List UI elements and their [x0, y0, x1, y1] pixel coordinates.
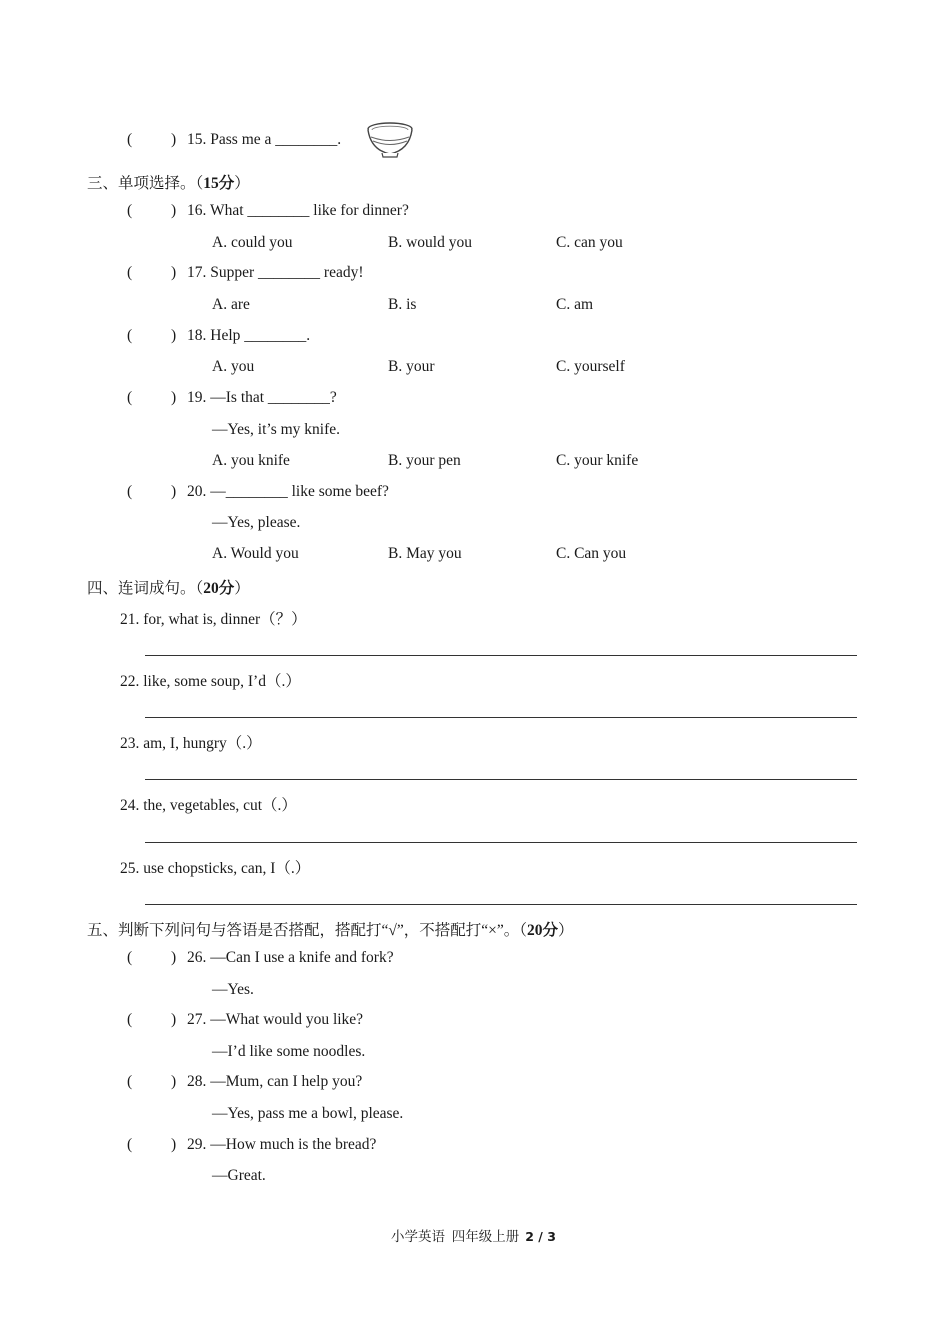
- option-a: A. Would you: [212, 545, 299, 562]
- section-3-title: 三、单项选择。（: [87, 175, 204, 192]
- answer-paren-close: ): [171, 1136, 177, 1153]
- answer-paren-close: ): [171, 1011, 177, 1028]
- option-b: B. your pen: [388, 452, 461, 469]
- bowl-icon: [365, 120, 415, 160]
- answer-paren-open[interactable]: (: [127, 1011, 133, 1028]
- section-5-title: 五、判断下列问句与答语是否搭配，搭配打“√”，不搭配打“×”。（: [87, 922, 528, 939]
- option-c: C. your knife: [556, 452, 639, 469]
- option-b: B. May you: [388, 545, 462, 562]
- sentence-24-prompt: 24. the, vegetables, cut（.）: [120, 797, 297, 814]
- question-15-text: 15. Pass me a ________.: [187, 131, 342, 148]
- question-27-text: 27. —What would you like?: [187, 1011, 364, 1028]
- option-c: C. yourself: [556, 358, 625, 375]
- question-26-reply: —Yes.: [212, 981, 254, 998]
- question-16-text: 16. What ________ like for dinner?: [187, 202, 409, 219]
- answer-paren-close: ): [171, 202, 177, 219]
- question-29-reply: —Great.: [212, 1167, 266, 1184]
- answer-paren-close: ): [171, 327, 177, 344]
- option-b: B. would you: [388, 234, 472, 251]
- sentence-22-prompt: 22. like, some soup, I’d（.）: [120, 673, 301, 690]
- section-5-heading: [87, 918, 574, 940]
- question-19-text: 19. —Is that ________?: [187, 389, 337, 406]
- option-a: A. you knife: [212, 452, 290, 469]
- answer-paren-open[interactable]: (: [127, 264, 133, 281]
- option-a: A. are: [212, 296, 250, 313]
- section-3-heading: [87, 171, 250, 193]
- question-26-text: 26. —Can I use a knife and fork?: [187, 949, 394, 966]
- question-19-reply: —Yes, it’s my knife.: [212, 421, 341, 438]
- section-4-heading: [87, 576, 250, 598]
- answer-paren-open[interactable]: (: [127, 1073, 133, 1090]
- answer-paren-open[interactable]: (: [127, 327, 133, 344]
- page-number: 2 / 3: [525, 1229, 556, 1244]
- section-4-close: ）: [234, 580, 250, 597]
- answer-line-25[interactable]: [145, 904, 857, 905]
- question-18-text: 18. Help ________.: [187, 327, 311, 344]
- sentence-25-prompt: 25. use chopsticks, can, I（.）: [120, 860, 311, 877]
- sentence-23-prompt: 23. am, I, hungry（.）: [120, 735, 262, 752]
- section-3-score: 15分: [203, 175, 235, 192]
- option-a: A. you: [212, 358, 255, 375]
- answer-paren-close: ): [171, 131, 177, 148]
- answer-paren-open[interactable]: (: [127, 202, 133, 219]
- option-b: B. is: [388, 296, 417, 313]
- answer-line-24[interactable]: [145, 842, 857, 843]
- answer-paren-open[interactable]: (: [127, 1136, 133, 1153]
- answer-paren-open[interactable]: (: [127, 389, 133, 406]
- answer-line-22[interactable]: [145, 717, 857, 718]
- answer-paren-open[interactable]: (: [127, 949, 133, 966]
- question-17-text: 17. Supper ________ ready!: [187, 264, 364, 281]
- option-a: A. could you: [212, 234, 293, 251]
- section-5-score: 20分: [527, 922, 559, 939]
- answer-line-23[interactable]: [145, 779, 857, 780]
- page-footer: [391, 1225, 556, 1245]
- section-5-close: ）: [558, 922, 574, 939]
- answer-paren-close: ): [171, 264, 177, 281]
- section-3-close: ）: [234, 175, 250, 192]
- question-29-text: 29. —How much is the bread?: [187, 1136, 377, 1153]
- question-20-reply: —Yes, please.: [212, 514, 301, 531]
- option-c: C. Can you: [556, 545, 627, 562]
- question-27-reply: —I’d like some noodles.: [212, 1043, 366, 1060]
- option-c: C. can you: [556, 234, 623, 251]
- answer-paren-close: ): [171, 389, 177, 406]
- section-4-title: 四、连词成句。（: [87, 580, 204, 597]
- answer-paren-close: ): [171, 483, 177, 500]
- footer-text: 小学英语 四年级上册: [391, 1229, 520, 1244]
- question-28-text: 28. —Mum, can I help you?: [187, 1073, 363, 1090]
- answer-paren-open[interactable]: (: [127, 483, 133, 500]
- question-20-text: 20. —________ like some beef?: [187, 483, 389, 500]
- question-28-reply: —Yes, pass me a bowl, please.: [212, 1105, 404, 1122]
- answer-paren-close: ): [171, 1073, 177, 1090]
- answer-paren-open[interactable]: (: [127, 131, 133, 148]
- section-4-score: 20分: [203, 580, 235, 597]
- option-c: C. am: [556, 296, 594, 313]
- option-b: B. your: [388, 358, 435, 375]
- answer-line-21[interactable]: [145, 655, 857, 656]
- answer-paren-close: ): [171, 949, 177, 966]
- sentence-21-prompt: 21. for, what is, dinner（？）: [120, 611, 307, 628]
